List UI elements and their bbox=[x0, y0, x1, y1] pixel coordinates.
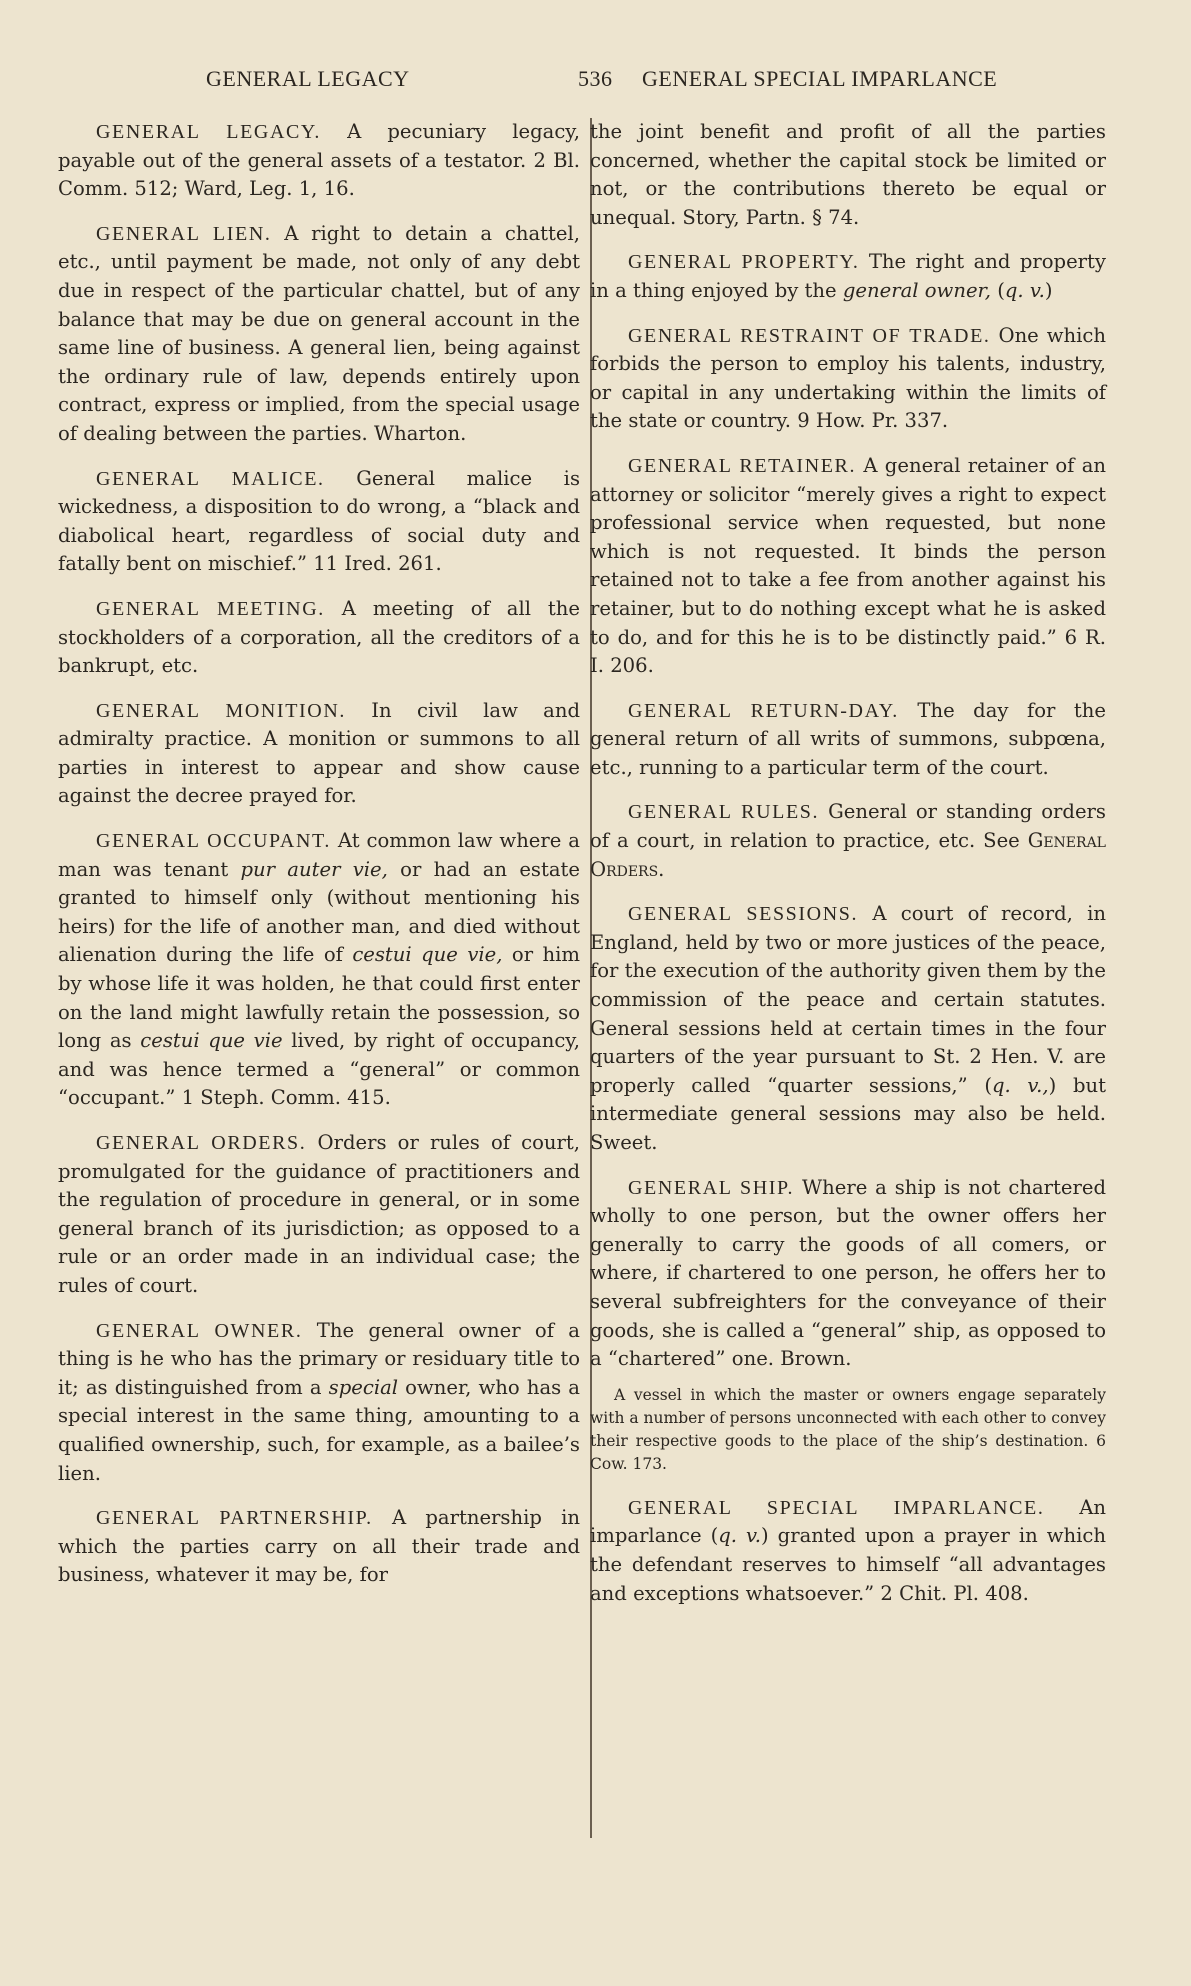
running-header bbox=[0, 66, 1191, 106]
entry-general-restraint-of-trade bbox=[590, 322, 1106, 436]
entry-general-sessions bbox=[590, 900, 1106, 1157]
entry-general-rules bbox=[590, 798, 1106, 884]
definition: A pecuniary legacy, payable out of the general assets of a testator. 2 Bl. Comm. 512; Ward, Leg. 1, 16. bbox=[58, 120, 580, 201]
definition-italic: q. v. bbox=[718, 1524, 761, 1548]
headword: GENERAL MONITION. bbox=[96, 699, 346, 722]
entry-general-special-imparlance bbox=[590, 1494, 1106, 1608]
entry-general-monition bbox=[58, 697, 580, 811]
entry-general-orders bbox=[58, 1129, 580, 1301]
entry-general-return-day bbox=[590, 697, 1106, 783]
entry-general-property bbox=[590, 248, 1106, 305]
definition-part: At common law where a man was tenant bbox=[58, 829, 580, 881]
headword: GENERAL PARTNERSHIP. bbox=[96, 1507, 373, 1530]
headword: GENERAL RULES. bbox=[628, 801, 820, 824]
definition: The day for the general return of all writs of summons, subpœna, etc., running to a particular term of the court. bbox=[590, 698, 1107, 779]
definition: A general retainer of an attorney or solicitor “merely gives a right to expect professional service when requested, but none which is not requested. It binds the person retained not to take a fee from another against his retainer, but to do nothing except what he is asked to do, and for this he is to be distinctly paid.” 6 R. I. 206. bbox=[590, 453, 1107, 678]
entry-general-legacy bbox=[58, 118, 580, 204]
entry-general-malice bbox=[58, 465, 580, 579]
headword: GENERAL SESSIONS. bbox=[628, 903, 859, 926]
headword: GENERAL MALICE. bbox=[96, 467, 325, 490]
left-column bbox=[58, 118, 580, 1606]
entry-general-meeting bbox=[58, 595, 580, 681]
headword: GENERAL LEGACY. bbox=[96, 121, 321, 143]
definition-part: or had an estate granted to himself only (without mentioning his heirs) for the life of another man, and died without alienation during the life of bbox=[58, 857, 580, 967]
cross-reference: General Orders. bbox=[590, 829, 1106, 881]
headword: GENERAL RETAINER. bbox=[628, 454, 857, 477]
entry-general-ship bbox=[590, 1174, 1106, 1374]
entry-general-retainer bbox=[590, 452, 1106, 681]
definition-italic: cestui que vie bbox=[140, 1029, 283, 1053]
headword: GENERAL SPECIAL IMPARLANCE. bbox=[628, 1496, 1045, 1519]
headword: GENERAL RESTRAINT OF TRADE. bbox=[628, 324, 991, 347]
definition-part: owner, who has a special interest in the same thing, amounting to a qualified ownership, such, for example, as a bailee’s lien. bbox=[58, 1375, 580, 1485]
definition-italic: special bbox=[328, 1375, 399, 1399]
definition-italic: general owner, bbox=[842, 278, 991, 302]
definition: One which forbids the person to employ his talents, industry, or capital in any undertaking within the limits of the state or country. 9 How. Pr. 337. bbox=[590, 323, 1106, 433]
definition-part: ) but intermediate general sessions may also be held. Sweet. bbox=[590, 1073, 1106, 1154]
headword: GENERAL ORDERS. bbox=[96, 1132, 307, 1154]
definition-part: The right and property in a thing enjoyed by the bbox=[590, 250, 1106, 302]
definition: Orders or rules of court, promulgated for the guidance of practitioners and the regulation of procedure in general, or in some general branch of its jurisdiction; as opposed to a rule or an order made in an individual case; the rules of court. bbox=[58, 1131, 581, 1297]
definition-part: The general owner of a thing is he who has the primary or residuary title to it; as distinguished from a bbox=[58, 1318, 580, 1399]
definition-italic: q. v., bbox=[992, 1073, 1049, 1097]
headword: GENERAL MEETING. bbox=[96, 597, 325, 620]
entry-general-partnership bbox=[58, 1504, 580, 1590]
definition-italic: cestui que vie, bbox=[352, 943, 503, 967]
entry-note: A vessel in which the master or owners engage separately with a number of persons unconnected with each other to convey their respective goods to the place of the ship’s destination. 6 Cow. 173. bbox=[590, 1385, 1106, 1473]
right-column bbox=[590, 118, 1106, 1624]
definition-part: ) bbox=[1044, 278, 1053, 302]
definition-part: General or standing orders of a court, in relation to practice, etc. See bbox=[590, 800, 1106, 853]
definition: the joint benefit and profit of all the parties concerned, whether the capital stock be limited or not, or the contributions thereto be equal or unequal. Story, Partn. § 74. bbox=[590, 120, 1106, 229]
headword: GENERAL LIEN. bbox=[96, 222, 272, 245]
headword: GENERAL SHIP. bbox=[628, 1176, 795, 1199]
definition-part: A court of record, in England, held by two or more justices of the peace, for the execution of the authority given them by the commission of the peace and certain statutes. General sessions held at certain times in the four quarters of the year pursuant to St. 2 Hen. V. are properly called “quarter sessions,” ( bbox=[590, 902, 1106, 1097]
entry-continuation bbox=[590, 118, 1106, 232]
definition: A meeting of all the stockholders of a corporation, all the creditors of a bankrupt, etc. bbox=[58, 596, 580, 678]
definition-part: lived, by right of occupancy, and was hence termed a “general” or common “occupant.” 1 Steph. Comm. 415. bbox=[58, 1029, 580, 1110]
entry-general-owner bbox=[58, 1317, 580, 1489]
definition-italic: q. v. bbox=[1004, 278, 1045, 302]
headword: GENERAL OCCUPANT. bbox=[96, 830, 331, 853]
definition: A right to detain a chattel, etc., until payment be made, not only of any debt due in respect of the particular chattel, but of any balance that may be due on general account in the same line of business. A general lien, being against the ordinary rule of law, depends entirely upon contract, express or implied, from the special usage of dealing between the parties. Wharton. bbox=[58, 221, 580, 445]
definition-part: ) granted upon a prayer in which the defendant reserves to himself “all advantages and exceptions whatsoever.” 2 Chit. Pl. 408. bbox=[590, 1524, 1106, 1605]
definition-part: ( bbox=[997, 278, 1005, 302]
definition-italic: pur auter vie, bbox=[240, 857, 388, 881]
definition-part: An imparlance ( bbox=[590, 1495, 1106, 1548]
definition: A partnership in which the parties carry on all their trade and business, whatever it may be, for bbox=[58, 1506, 580, 1587]
headword: GENERAL PROPERTY. bbox=[628, 251, 860, 274]
header-right: GENERAL SPECIAL IMPARLANCE bbox=[642, 66, 998, 91]
headword: GENERAL RETURN-DAY. bbox=[628, 699, 899, 722]
header-left: GENERAL LEGACY bbox=[206, 66, 410, 91]
definition: In civil law and admiralty practice. A monition or summons to all parties in interest to appear and show cause against the decree prayed for. bbox=[58, 698, 581, 808]
definition-part: or him by whose life it was holden, he that could first enter on the land might lawfully retain the possession, so long as bbox=[58, 943, 580, 1053]
entry-general-occupant bbox=[58, 827, 580, 1113]
definition: General malice is wickedness, a disposition to do wrong, a “black and diabolical heart, regardless of social duty and fatally bent on mischief.” 11 Ired. 261. bbox=[58, 466, 580, 576]
entry-general-lien bbox=[58, 220, 580, 449]
definition: Where a ship is not chartered wholly to one person, but the owner offers her generally to carry the goods of all comers, or where, if chartered to one person, he offers her to several subfreighters for the conveyance of their goods, she is called a “general” ship, as opposed to a “chartered” one. Brown. bbox=[590, 1175, 1106, 1371]
headword: GENERAL OWNER. bbox=[96, 1319, 303, 1342]
page-number: 536 bbox=[578, 66, 613, 91]
